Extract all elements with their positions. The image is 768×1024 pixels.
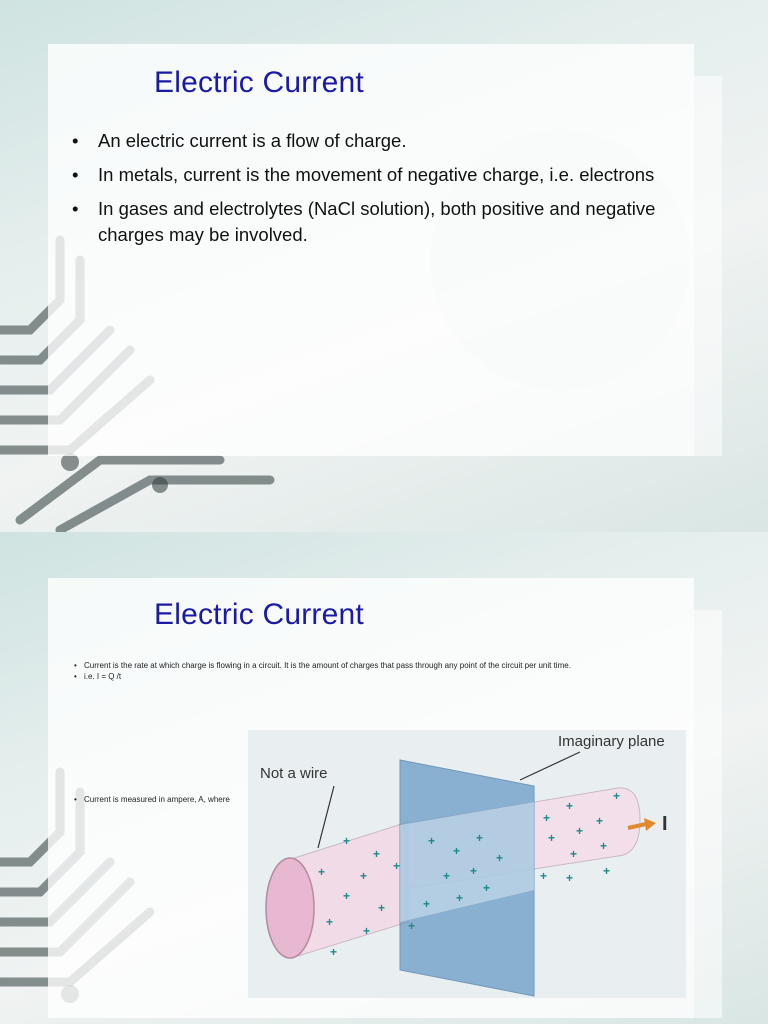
positive-charge: + — [318, 865, 326, 879]
positive-charge: + — [408, 919, 416, 933]
positive-charge: + — [570, 847, 578, 861]
positive-charge: + — [540, 869, 548, 883]
bullet-text: Current is the rate at which charge is flowing in a circuit. It is the amount of charges that pass through any point of the circuit per unit time. — [84, 661, 571, 670]
current-diagram-svg — [248, 730, 686, 998]
positive-charge: + — [373, 847, 381, 861]
positive-charge: + — [470, 864, 478, 878]
bullet-text: An electric current is a flow of charge. — [98, 130, 407, 151]
bullet-symbol: • — [72, 164, 79, 185]
positive-charge: + — [566, 799, 574, 813]
positive-charge: + — [360, 869, 368, 883]
positive-charge: + — [363, 924, 371, 938]
bullet-list — [70, 128, 690, 256]
bullet-item — [70, 128, 690, 154]
positive-charge: + — [576, 824, 584, 838]
current-diagram — [248, 730, 686, 998]
bullet-item — [70, 162, 690, 188]
bullet-text: i.e. I = Q /t — [84, 672, 122, 681]
positive-charge: + — [343, 834, 351, 848]
positive-charge: + — [483, 881, 491, 895]
positive-charge: + — [393, 859, 401, 873]
slide-2 — [0, 532, 768, 1024]
positive-charge: + — [613, 789, 621, 803]
content-panel-shadow — [694, 76, 722, 456]
bullet-text: In gases and electrolytes (NaCl solution), both positive and negative charges may be involved. — [98, 198, 656, 245]
current-symbol-label: I — [662, 813, 668, 835]
positive-charge: + — [548, 831, 556, 845]
bullet-item — [74, 794, 254, 805]
slide-title: Electric Current — [154, 598, 364, 631]
bullet-item — [70, 196, 690, 248]
content-panel-shadow — [694, 610, 722, 1018]
positive-charge: + — [600, 839, 608, 853]
positive-charge: + — [330, 945, 338, 959]
positive-charge: + — [428, 834, 436, 848]
positive-charge: + — [423, 897, 431, 911]
bullet-text: In metals, current is the movement of negative charge, i.e. electrons — [98, 164, 655, 185]
bullet-symbol: • — [74, 795, 77, 804]
positive-charge: + — [443, 869, 451, 883]
positive-charge: + — [603, 864, 611, 878]
imaginary-plane-label: Imaginary plane — [558, 733, 665, 750]
bullet-item — [74, 660, 674, 671]
positive-charge: + — [496, 851, 504, 865]
positive-charge: + — [456, 891, 464, 905]
positive-charge: + — [476, 831, 484, 845]
bullet-text: Current is measured in ampere, A, where — [84, 795, 230, 804]
positive-charge: + — [378, 901, 386, 915]
positive-charge: + — [566, 871, 574, 885]
bullet-item — [74, 671, 674, 682]
slide-title: Electric Current — [154, 66, 364, 99]
not-a-wire-label: Not a wire — [260, 765, 328, 782]
bullet-symbol: • — [74, 661, 77, 670]
wire-end-cap — [266, 858, 314, 958]
positive-charge: + — [326, 915, 334, 929]
bullet-list-small — [74, 660, 674, 682]
positive-charge: + — [596, 814, 604, 828]
positive-charge: + — [543, 811, 551, 825]
bullet-symbol: • — [72, 130, 79, 151]
bullet-symbol: • — [72, 198, 79, 219]
bullet-list-small — [74, 794, 254, 805]
positive-charge: + — [453, 844, 461, 858]
bullet-symbol: • — [74, 672, 77, 681]
positive-charge: + — [343, 889, 351, 903]
